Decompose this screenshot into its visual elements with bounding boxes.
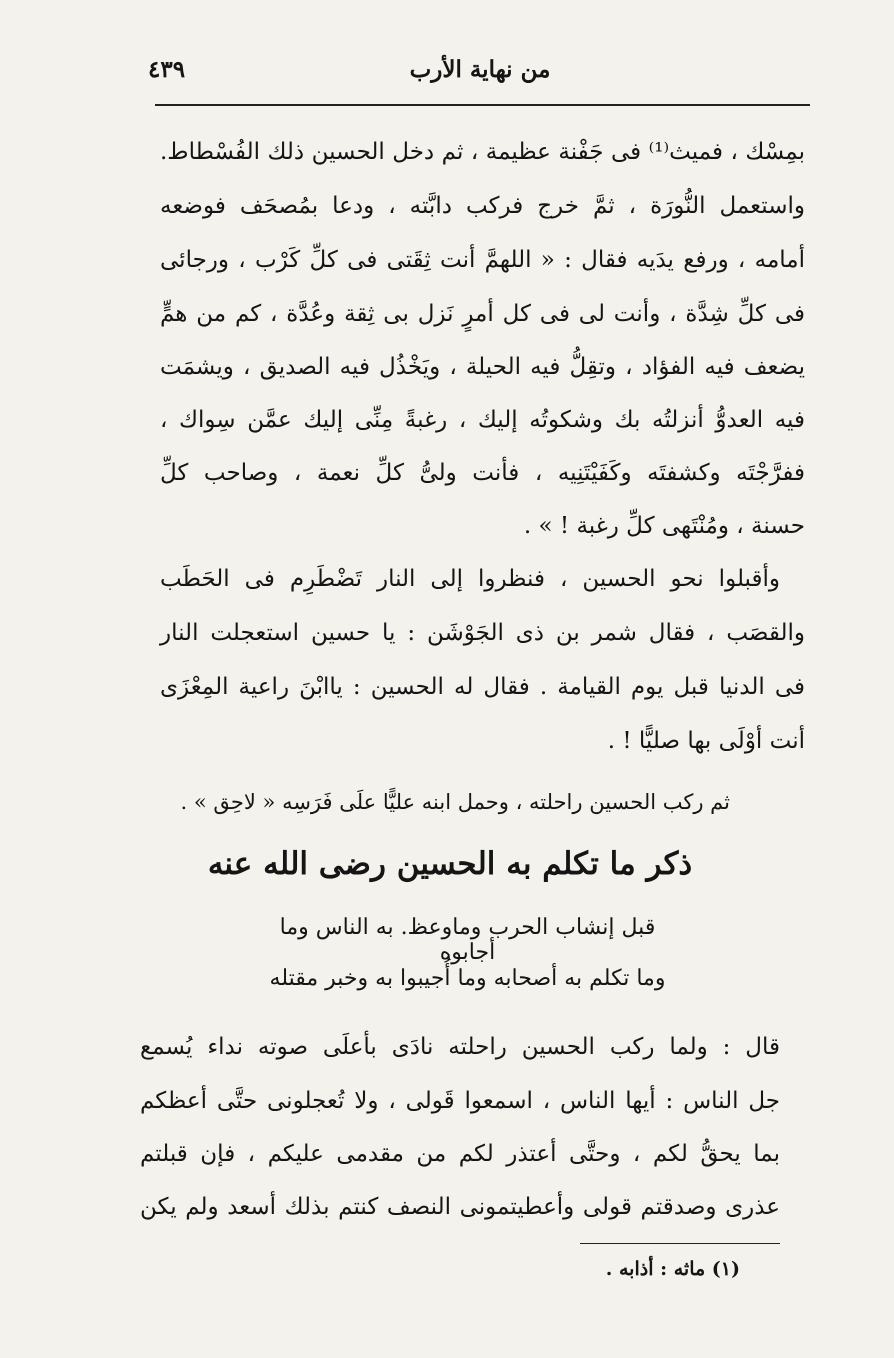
text-line: جل الناس : أيها الناس ، اسمعوا قَولى ، ولا تُعجلونى حتَّى أعظكم bbox=[140, 1088, 780, 1114]
page-number: ٤٣٩ bbox=[148, 56, 186, 83]
text-line: يضعف فيه الفؤاد ، وتقِلُّ فيه الحيلة ، ويَخْذُل فيه الصديق ، ويشمَت bbox=[160, 354, 805, 380]
header-rule bbox=[155, 104, 810, 106]
text-line: فى كلِّ شِدَّة ، وأنت لى فى كل أمرٍ نَزل بى ثِقة وعُدَّة ، كم من همٍّ bbox=[160, 301, 805, 327]
text-line: ففرَّجْتَه وكشفتَه وكَفَيْتَنِيه ، فأنت ولىُّ كلِّ نعمة ، وصاحب كلِّ bbox=[160, 460, 805, 486]
text-line: واستعمل النُّورَة ، ثمَّ خرج فركب دابَّته ، ودعا بمُصحَف فوضعه bbox=[160, 193, 805, 219]
text-line: ثم ركب الحسين راحلته ، وحمل ابنه عليًّا علَى فَرَسِه « لاحِق » . bbox=[180, 790, 730, 814]
text-line: أنت أوْلَى بها صليًّا ! . bbox=[607, 728, 805, 754]
running-header-title: من نهاية الأرب bbox=[409, 56, 551, 83]
section-heading: ذكر ما تكلم به الحسين رضى الله عنه bbox=[207, 846, 693, 882]
text-line: حسنة ، ومُنْتَهى كلِّ رغبة ! » . bbox=[523, 513, 805, 539]
text-line: وأقبلوا نحو الحسين ، فنظروا إلى النار تَضْطَرِم فى الحَطَب bbox=[160, 566, 780, 592]
text-line: بما يحقُّ لكم ، وحتَّى أعتذر لكم من مقدمى عليكم ، فإن قبلتم bbox=[140, 1141, 780, 1167]
footnote-rule bbox=[580, 1243, 780, 1244]
text-line: أمامه ، ورفع يدَيه فقال : « اللهمَّ أنت ثِقَتى فى كلِّ كَرْب ، ورجائى bbox=[160, 247, 805, 273]
text-line: عذرى وصدقتم قولى وأعطيتمونى النصف كنتم بذلك أسعد ولم يكن bbox=[140, 1194, 780, 1220]
footnote: (١) ماثه : أذابه . bbox=[605, 1258, 740, 1280]
text-line: فيه العدوُّ أنزلتُه بك وشكوتُه إليك ، رغبةً مِنِّى إليك عمَّن سِواك ، bbox=[160, 407, 805, 433]
section-subtitle-line: وما تكلم به أصحابه وما أُجيبوا به وخبر مقتله bbox=[269, 966, 666, 991]
section-subtitle-line: قبل إنشاب الحرب وماوعظ. به الناس وما أجابوه bbox=[279, 915, 656, 965]
text-line: قال : ولما ركب الحسين راحلته نادَى بأعلَى صوته نداء يُسمع bbox=[140, 1034, 780, 1060]
text-line: والقصَب ، فقال شمر بن ذى الجَوْشَن : يا حسين استعجلت النار bbox=[160, 620, 805, 646]
text-line: بمِسْك ، فميث⁽¹⁾ فى جَفْنة عظيمة ، ثم دخل الحسين ذلك الفُسْطاط. bbox=[160, 139, 805, 165]
text-line: فى الدنيا قبل يوم القيامة . فقال له الحسين : ياابْنَ راعية المِعْزَى bbox=[160, 674, 805, 700]
